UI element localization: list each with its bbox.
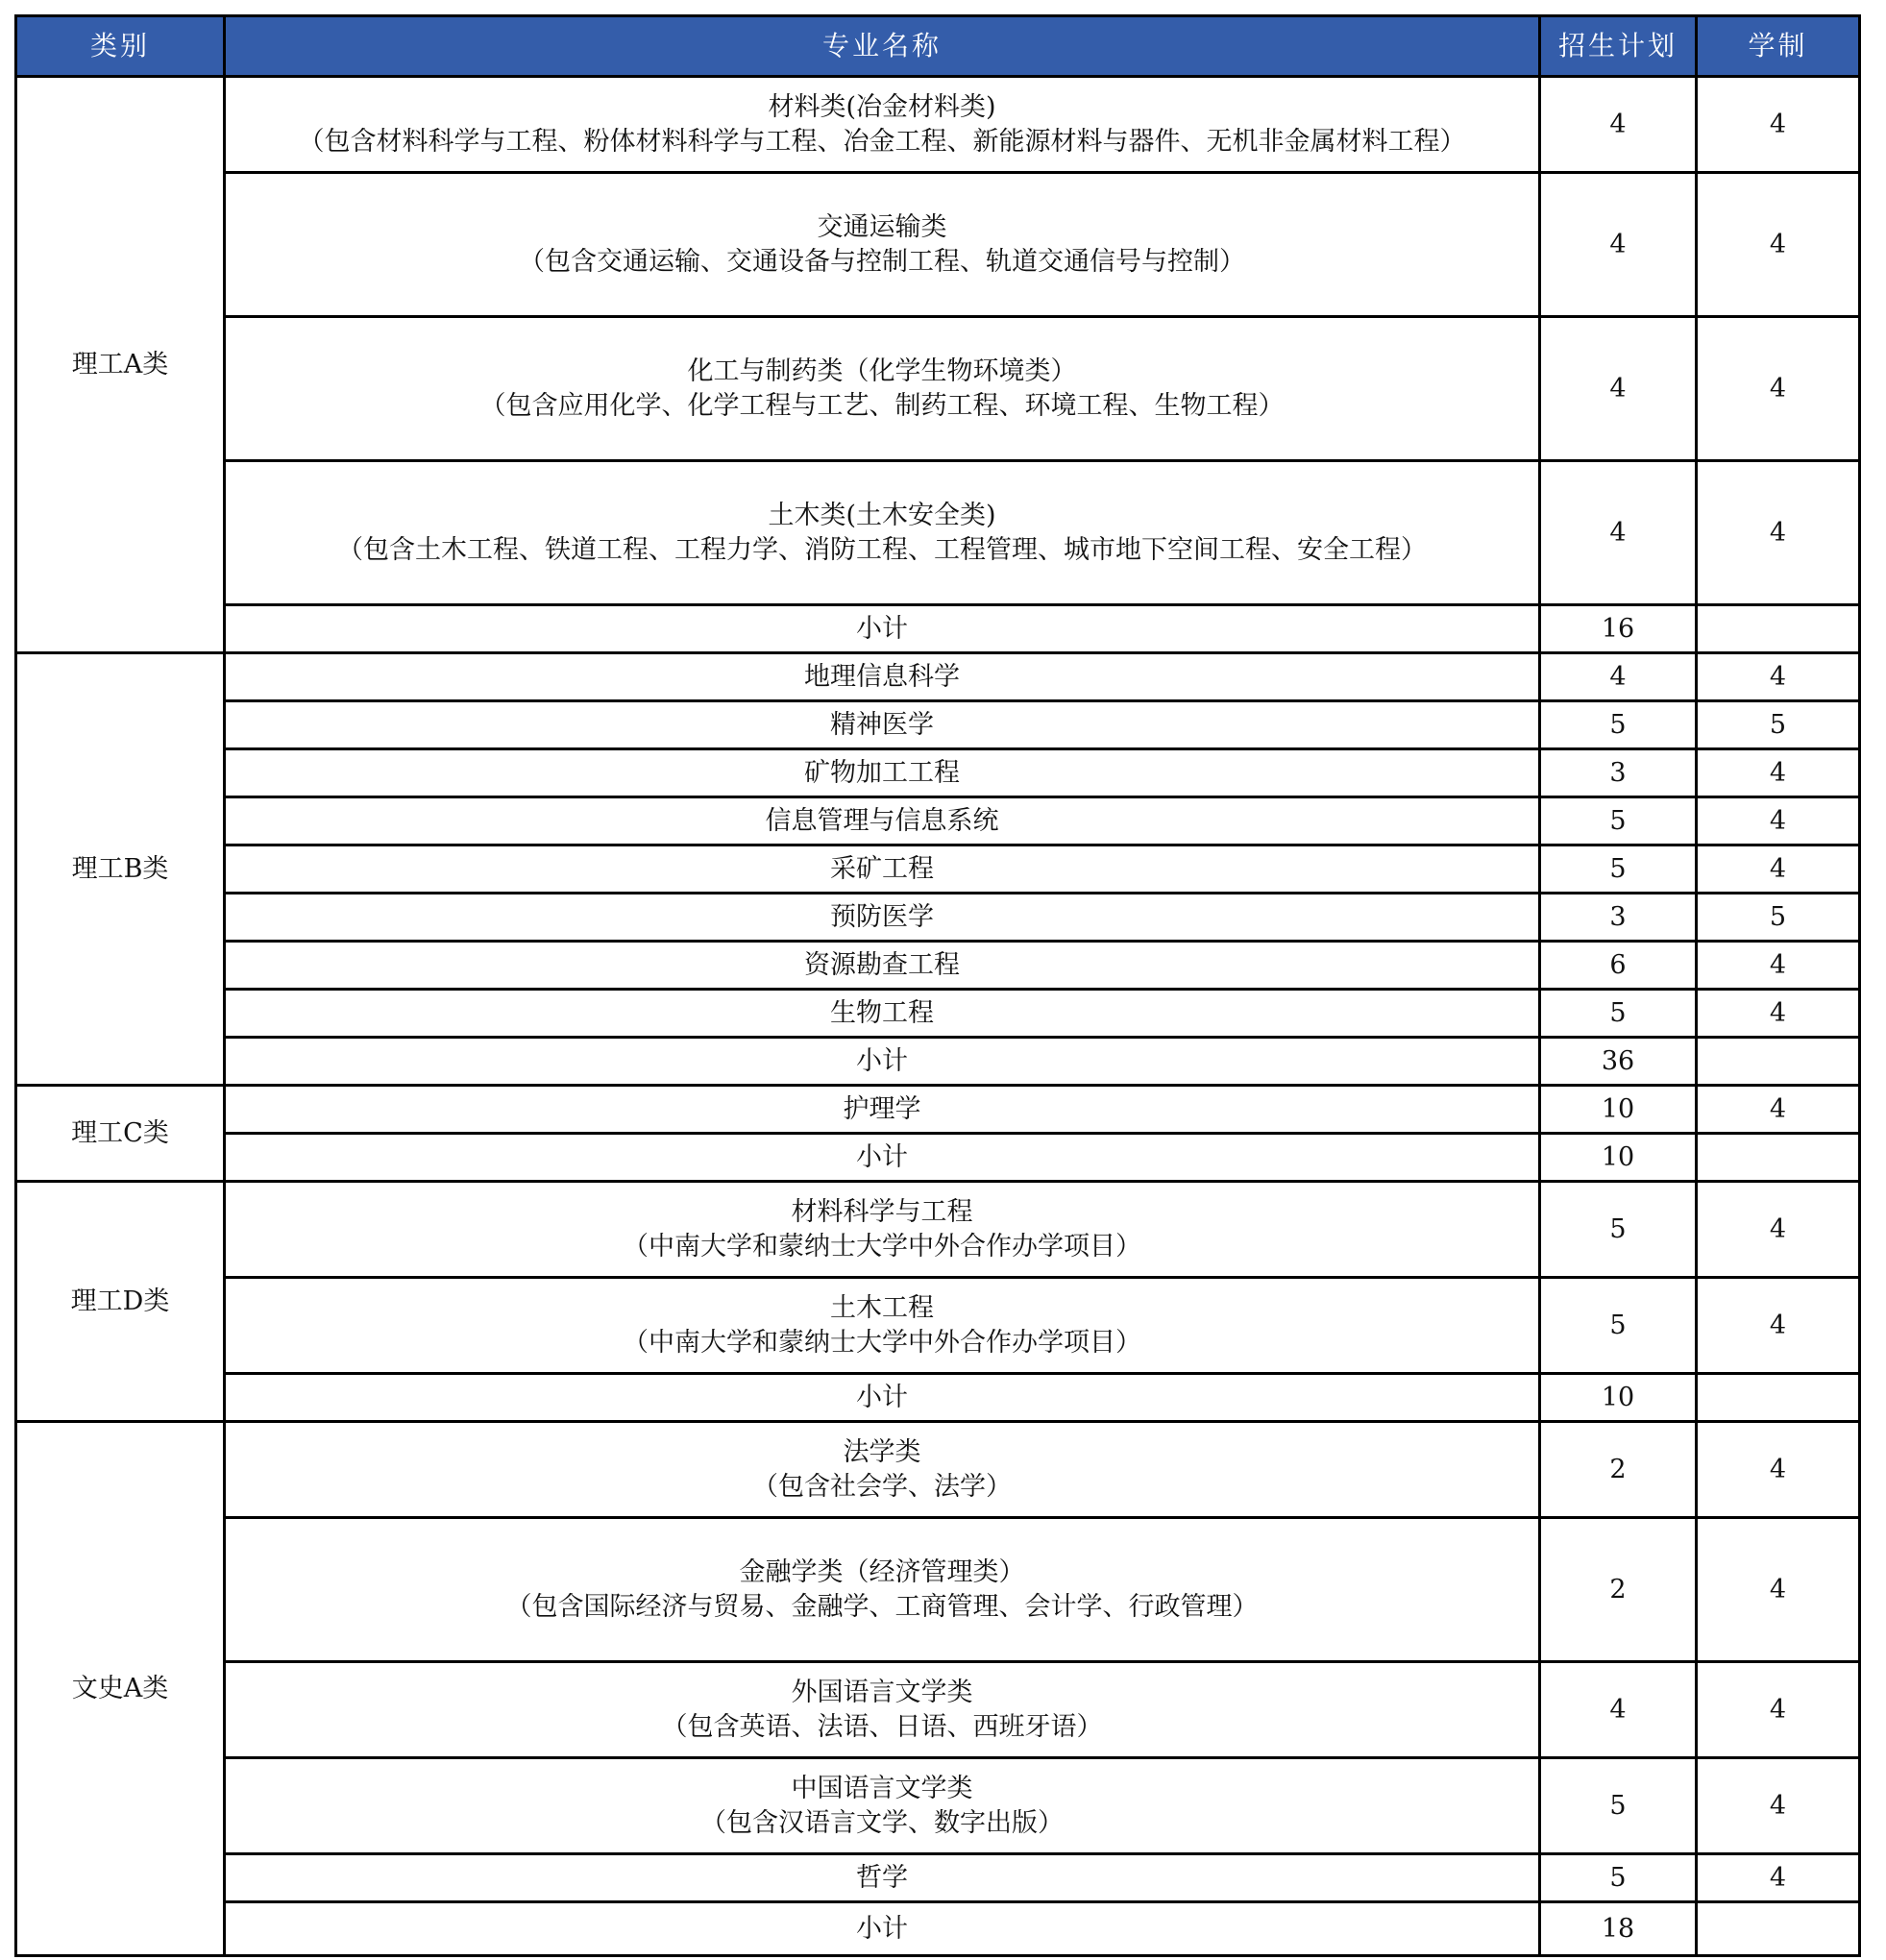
major-name: 金融学类（经济管理类） (739, 1556, 1025, 1587)
years-cell: 4 (1697, 942, 1860, 990)
years-cell: 4 (1697, 845, 1860, 894)
major-cell: 生物工程 (225, 990, 1540, 1038)
major-cell: 地理信息科学 (225, 653, 1540, 701)
major-cell: 信息管理与信息系统 (225, 797, 1540, 845)
table-row (16, 894, 1860, 942)
table-row (16, 317, 1860, 461)
major-cell: 护理学 (225, 1086, 1540, 1134)
plan-cell: 5 (1540, 701, 1697, 749)
table-row (16, 749, 1860, 797)
plan-cell: 5 (1540, 1854, 1697, 1902)
plan-cell: 5 (1540, 845, 1697, 894)
major-name: 材料类(冶金材料类) (768, 91, 996, 122)
major-name: 法学类 (843, 1436, 921, 1467)
plan-cell: 10 (1540, 1086, 1697, 1134)
subtotal-label: 小计 (225, 1134, 1540, 1182)
major-name: 外国语言文学类 (791, 1677, 973, 1707)
enrollment-plan-table-wrapper (14, 14, 1861, 1957)
major-cell (225, 1518, 1540, 1662)
years-cell: 4 (1697, 1182, 1860, 1278)
table-row (16, 1854, 1860, 1902)
subtotal-row (16, 1134, 1860, 1182)
plan-cell: 4 (1540, 77, 1697, 173)
major-name: 化工与制药类（化学生物环境类） (687, 355, 1077, 386)
major-name: 土木类(土木安全类) (768, 500, 996, 530)
major-detail: （包含汉语言文学、数字出版） (700, 1807, 1064, 1838)
table-row (16, 1518, 1860, 1662)
plan-cell: 4 (1540, 317, 1697, 461)
table-row (16, 1662, 1860, 1758)
major-cell (225, 1422, 1540, 1518)
plan-cell: 3 (1540, 894, 1697, 942)
subtotal-label: 小计 (225, 1902, 1540, 1956)
plan-cell: 3 (1540, 749, 1697, 797)
empty-cell (1697, 1038, 1860, 1086)
major-cell: 矿物加工工程 (225, 749, 1540, 797)
table-row (16, 1086, 1860, 1134)
major-cell: 哲学 (225, 1854, 1540, 1902)
major-cell (225, 173, 1540, 317)
years-cell: 4 (1697, 653, 1860, 701)
major-cell: 资源勘查工程 (225, 942, 1540, 990)
major-detail: （包含英语、法语、日语、西班牙语） (661, 1711, 1103, 1742)
major-detail: （包含材料科学与工程、粉体材料科学与工程、冶金工程、新能源材料与器件、无机非金属材料工程） (298, 126, 1466, 157)
major-cell: 精神医学 (225, 701, 1540, 749)
subtotal-value: 10 (1540, 1134, 1697, 1182)
years-cell: 4 (1697, 1086, 1860, 1134)
table-row (16, 77, 1860, 173)
subtotal-value: 36 (1540, 1038, 1697, 1086)
header-major: 专业名称 (225, 16, 1540, 77)
category-cell: 理工C类 (16, 1086, 225, 1182)
major-name: 土木工程 (830, 1292, 934, 1323)
years-cell: 4 (1697, 749, 1860, 797)
table-row (16, 797, 1860, 845)
major-name: 中国语言文学类 (791, 1773, 973, 1803)
plan-cell: 5 (1540, 990, 1697, 1038)
major-cell (225, 317, 1540, 461)
major-name: 材料科学与工程 (791, 1196, 973, 1227)
subtotal-row (16, 1374, 1860, 1422)
plan-cell: 4 (1540, 173, 1697, 317)
years-cell: 4 (1697, 1422, 1860, 1518)
major-detail: （包含交通运输、交通设备与控制工程、轨道交通信号与控制） (519, 246, 1245, 277)
major-cell (225, 1278, 1540, 1374)
years-cell: 5 (1697, 894, 1860, 942)
category-cell: 文史A类 (16, 1422, 225, 1956)
years-cell: 4 (1697, 461, 1860, 605)
major-cell (225, 77, 1540, 173)
plan-cell: 4 (1540, 461, 1697, 605)
table-row (16, 701, 1860, 749)
major-detail: （包含社会学、法学） (752, 1471, 1012, 1502)
plan-cell: 5 (1540, 1758, 1697, 1854)
plan-cell: 4 (1540, 1662, 1697, 1758)
subtotal-value: 16 (1540, 605, 1697, 653)
years-cell: 4 (1697, 1278, 1860, 1374)
major-detail: （中南大学和蒙纳士大学中外合作办学项目） (623, 1231, 1141, 1262)
plan-cell: 5 (1540, 1278, 1697, 1374)
major-detail: （包含土木工程、铁道工程、工程力学、消防工程、工程管理、城市地下空间工程、安全工程） (337, 534, 1427, 565)
table-row (16, 461, 1860, 605)
years-cell: 4 (1697, 317, 1860, 461)
major-detail: （包含应用化学、化学工程与工艺、制药工程、环境工程、生物工程） (479, 390, 1285, 421)
years-cell: 4 (1697, 173, 1860, 317)
plan-cell: 5 (1540, 797, 1697, 845)
years-cell: 4 (1697, 797, 1860, 845)
major-cell (225, 1758, 1540, 1854)
major-cell: 采矿工程 (225, 845, 1540, 894)
table-row (16, 173, 1860, 317)
subtotal-row (16, 605, 1860, 653)
major-name: 交通运输类 (817, 211, 947, 242)
years-cell: 4 (1697, 1662, 1860, 1758)
major-detail: （中南大学和蒙纳士大学中外合作办学项目） (623, 1327, 1141, 1358)
table-row (16, 990, 1860, 1038)
empty-cell (1697, 1134, 1860, 1182)
plan-cell: 5 (1540, 1182, 1697, 1278)
major-cell (225, 461, 1540, 605)
major-cell: 预防医学 (225, 894, 1540, 942)
major-detail: （包含国际经济与贸易、金融学、工商管理、会计学、行政管理） (505, 1591, 1259, 1622)
table-row (16, 845, 1860, 894)
plan-cell: 6 (1540, 942, 1697, 990)
category-cell: 理工B类 (16, 653, 225, 1086)
years-cell: 4 (1697, 1518, 1860, 1662)
table-header-row (16, 16, 1860, 77)
subtotal-row (16, 1038, 1860, 1086)
years-cell: 4 (1697, 990, 1860, 1038)
header-years: 学制 (1697, 16, 1860, 77)
plan-cell: 2 (1540, 1518, 1697, 1662)
empty-cell (1697, 1374, 1860, 1422)
table-row (16, 1278, 1860, 1374)
table-row (16, 653, 1860, 701)
subtotal-label: 小计 (225, 1038, 1540, 1086)
empty-cell (1697, 605, 1860, 653)
subtotal-value: 18 (1540, 1902, 1697, 1956)
years-cell: 4 (1697, 77, 1860, 173)
subtotal-value: 10 (1540, 1374, 1697, 1422)
empty-cell (1697, 1902, 1860, 1956)
subtotal-label: 小计 (225, 605, 1540, 653)
table-row (16, 1422, 1860, 1518)
major-cell (225, 1182, 1540, 1278)
category-cell: 理工A类 (16, 77, 225, 653)
table-row (16, 1182, 1860, 1278)
header-category: 类别 (16, 16, 225, 77)
plan-cell: 2 (1540, 1422, 1697, 1518)
subtotal-row (16, 1902, 1860, 1956)
plan-cell: 4 (1540, 653, 1697, 701)
major-cell (225, 1662, 1540, 1758)
subtotal-label: 小计 (225, 1374, 1540, 1422)
category-cell: 理工D类 (16, 1182, 225, 1422)
years-cell: 4 (1697, 1854, 1860, 1902)
years-cell: 5 (1697, 701, 1860, 749)
table-row (16, 1758, 1860, 1854)
header-plan: 招生计划 (1540, 16, 1697, 77)
enrollment-plan-table (14, 14, 1861, 1957)
table-row (16, 942, 1860, 990)
years-cell: 4 (1697, 1758, 1860, 1854)
